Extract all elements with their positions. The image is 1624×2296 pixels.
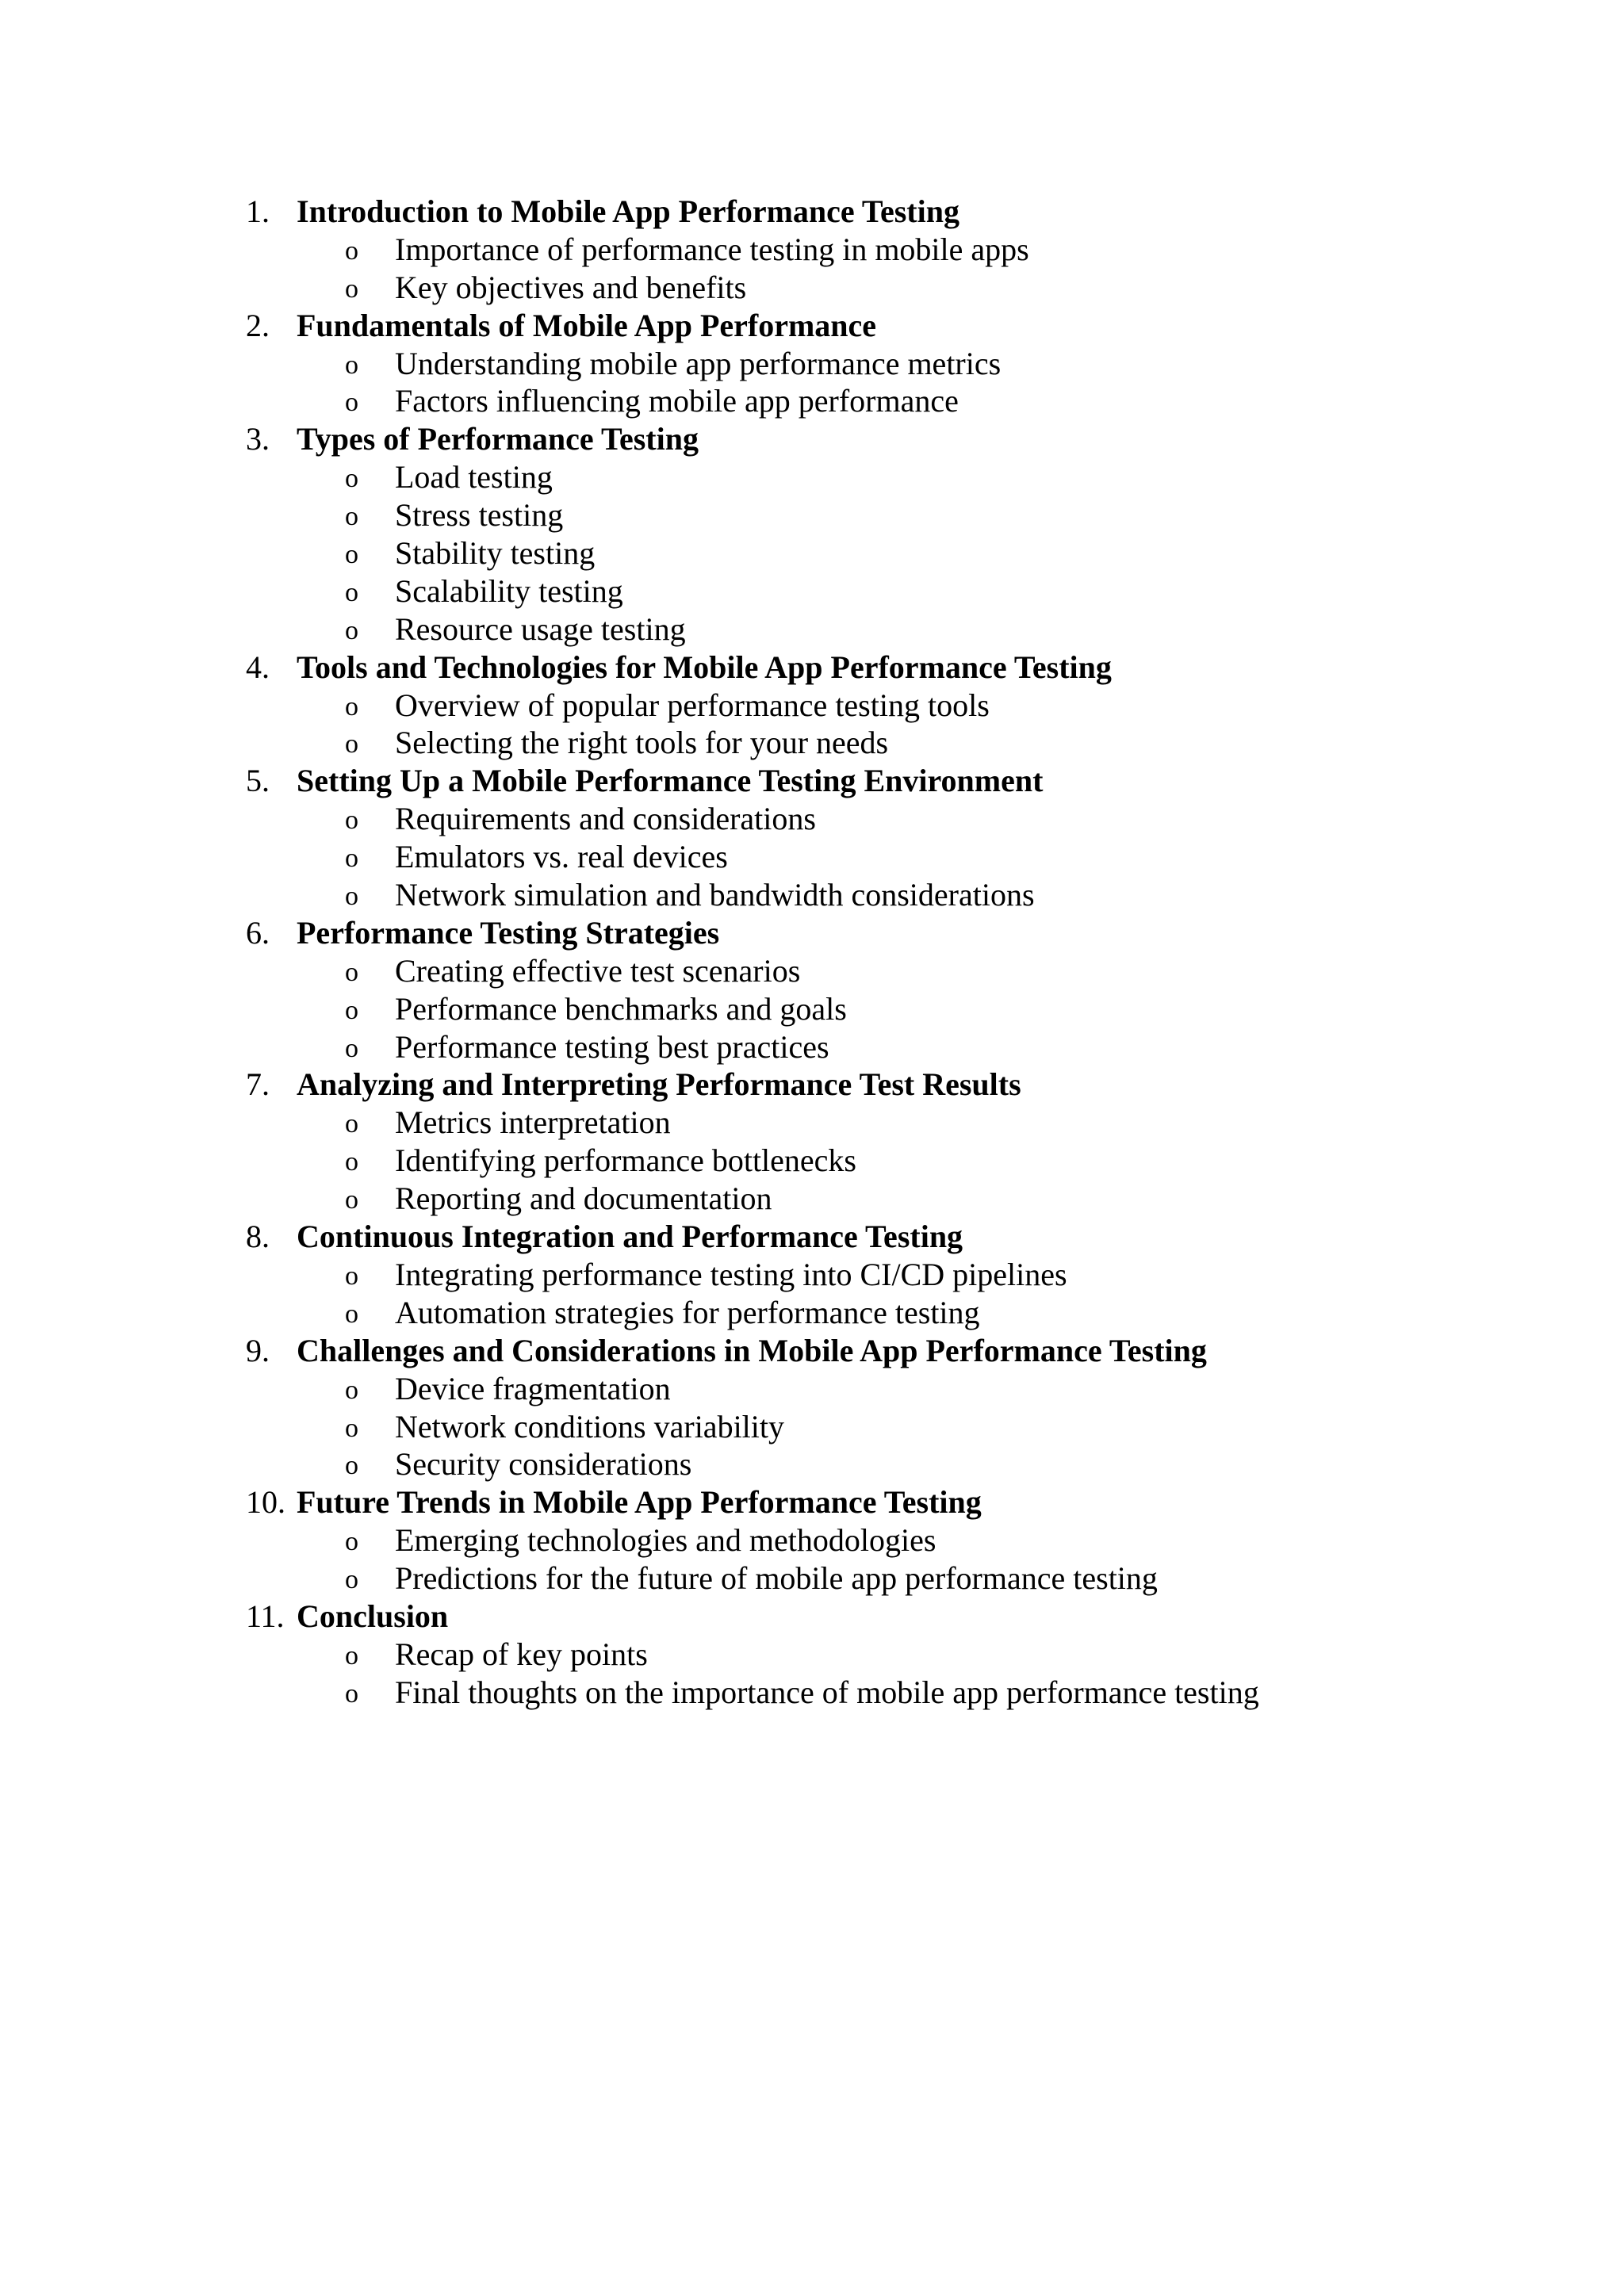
section-heading [0, 1598, 1624, 1636]
list-item [0, 800, 1624, 838]
list-item-text: Predictions for the future of mobile app performance testing [395, 1560, 1158, 1597]
list-item [0, 345, 1624, 383]
list-item [0, 269, 1624, 307]
circle-bullet-icon: o [345, 350, 358, 380]
section-number: 10. [246, 1484, 285, 1521]
section-title: Introduction to Mobile App Performance Testing [297, 193, 959, 229]
list-item-text: Recap of key points [395, 1636, 648, 1672]
circle-bullet-icon: o [345, 1185, 358, 1215]
list-item-text: Device fragmentation [395, 1370, 671, 1406]
circle-bullet-icon: o [345, 388, 358, 418]
circle-bullet-icon: o [345, 1375, 358, 1405]
list-item-text: Emerging technologies and methodologies [395, 1522, 936, 1559]
circle-bullet-icon: o [345, 1678, 358, 1709]
list-item-text: Requirements and considerations [395, 801, 816, 837]
list-item [0, 990, 1624, 1028]
circle-bullet-icon: o [345, 691, 358, 721]
list-item [0, 952, 1624, 990]
circle-bullet-icon: o [345, 577, 358, 607]
list-item [0, 1445, 1624, 1483]
list-item-text: Reporting and documentation [395, 1181, 772, 1217]
list-item-text: Understanding mobile app performance metrics [395, 345, 1002, 381]
section-heading [0, 193, 1624, 231]
section-title: Types of Performance Testing [297, 421, 699, 457]
list-item-text: Load testing [395, 459, 553, 496]
list-item [0, 1674, 1624, 1712]
list-item [0, 1636, 1624, 1674]
list-item [0, 1028, 1624, 1066]
section-number: 9. [246, 1332, 270, 1368]
list-item-text: Key objectives and benefits [395, 269, 747, 305]
list-item-text: Integrating performance testing into CI/CD pipelines [395, 1256, 1067, 1292]
list-item [0, 1256, 1624, 1294]
section-number: 5. [246, 763, 270, 799]
list-item [0, 1142, 1624, 1180]
section-title: Tools and Technologies for Mobile App Performance Testing [297, 649, 1112, 685]
circle-bullet-icon: o [345, 882, 358, 912]
circle-bullet-icon: o [345, 502, 358, 532]
list-item-text: Importance of performance testing in mobile apps [395, 231, 1029, 267]
section-heading [0, 1332, 1624, 1370]
list-item [0, 610, 1624, 649]
list-item [0, 496, 1624, 534]
list-item [0, 534, 1624, 572]
list-item-text: Resource usage testing [395, 610, 686, 647]
section-title: Performance Testing Strategies [297, 914, 720, 951]
section-title: Conclusion [297, 1598, 449, 1634]
section-number: 4. [246, 649, 270, 685]
list-item-text: Metrics interpretation [395, 1104, 671, 1141]
section-number: 11. [246, 1598, 285, 1634]
circle-bullet-icon: o [345, 957, 358, 987]
circle-bullet-icon: o [345, 1565, 358, 1595]
list-item-text: Performance testing best practices [395, 1028, 829, 1065]
section-number: 6. [246, 914, 270, 951]
section-title: Fundamentals of Mobile App Performance [297, 307, 877, 343]
list-item-text: Selecting the right tools for your needs [395, 725, 889, 761]
outline-list [0, 193, 1624, 1712]
list-item [0, 1370, 1624, 1408]
list-item [0, 687, 1624, 725]
circle-bullet-icon: o [345, 1451, 358, 1481]
circle-bullet-icon: o [345, 540, 358, 570]
section-heading [0, 1218, 1624, 1256]
list-item [0, 1521, 1624, 1559]
section-title: Setting Up a Mobile Performance Testing Environment [297, 763, 1044, 799]
list-item-text: Network simulation and bandwidth considerations [395, 877, 1035, 913]
section-title: Future Trends in Mobile App Performance Testing [297, 1484, 982, 1521]
circle-bullet-icon: o [345, 464, 358, 494]
list-item [0, 382, 1624, 420]
list-item-text: Performance benchmarks and goals [395, 990, 847, 1027]
list-item-text: Stress testing [395, 497, 564, 534]
list-item [0, 838, 1624, 876]
list-item [0, 1559, 1624, 1598]
list-item [0, 1180, 1624, 1218]
list-item-text: Creating effective test scenarios [395, 952, 801, 989]
list-item-text: Automation strategies for performance testing [395, 1294, 980, 1330]
circle-bullet-icon: o [345, 995, 358, 1025]
section-number: 1. [246, 193, 270, 229]
list-item-text: Factors influencing mobile app performance [395, 383, 959, 419]
section-heading [0, 1483, 1624, 1521]
circle-bullet-icon: o [345, 1413, 358, 1443]
list-item-text: Scalability testing [395, 572, 623, 609]
list-item-text: Network conditions variability [395, 1408, 785, 1445]
circle-bullet-icon: o [345, 1109, 358, 1139]
circle-bullet-icon: o [345, 1147, 358, 1177]
circle-bullet-icon: o [345, 729, 358, 760]
section-number: 7. [246, 1066, 270, 1103]
list-item-text: Final thoughts on the importance of mobile app performance testing [395, 1674, 1259, 1710]
list-item [0, 724, 1624, 762]
list-item-text: Overview of popular performance testing tools [395, 687, 990, 723]
section-heading [0, 307, 1624, 345]
list-item-text: Security considerations [395, 1446, 692, 1483]
section-heading [0, 1066, 1624, 1104]
circle-bullet-icon: o [345, 615, 358, 645]
section-heading [0, 420, 1624, 458]
list-item [0, 231, 1624, 269]
list-item [0, 1294, 1624, 1332]
circle-bullet-icon: o [345, 1299, 358, 1329]
circle-bullet-icon: o [345, 1261, 358, 1291]
section-title: Challenges and Considerations in Mobile App Performance Testing [297, 1332, 1207, 1368]
list-item-text: Stability testing [395, 535, 596, 572]
circle-bullet-icon: o [345, 844, 358, 874]
list-item-text: Emulators vs. real devices [395, 839, 728, 875]
section-title: Continuous Integration and Performance Testing [297, 1219, 963, 1255]
list-item [0, 458, 1624, 496]
circle-bullet-icon: o [345, 235, 358, 266]
list-item [0, 572, 1624, 610]
section-title: Analyzing and Interpreting Performance Test Results [297, 1066, 1021, 1103]
list-item [0, 1408, 1624, 1446]
section-number: 3. [246, 421, 270, 457]
circle-bullet-icon: o [345, 1527, 358, 1557]
list-item [0, 1104, 1624, 1142]
circle-bullet-icon: o [345, 806, 358, 836]
circle-bullet-icon: o [345, 1033, 358, 1063]
section-number: 2. [246, 307, 270, 343]
section-heading [0, 914, 1624, 952]
list-item-text: Identifying performance bottlenecks [395, 1142, 856, 1179]
list-item [0, 876, 1624, 914]
circle-bullet-icon: o [345, 1640, 358, 1670]
section-heading [0, 762, 1624, 800]
section-number: 8. [246, 1219, 270, 1255]
circle-bullet-icon: o [345, 274, 358, 304]
section-heading [0, 649, 1624, 687]
